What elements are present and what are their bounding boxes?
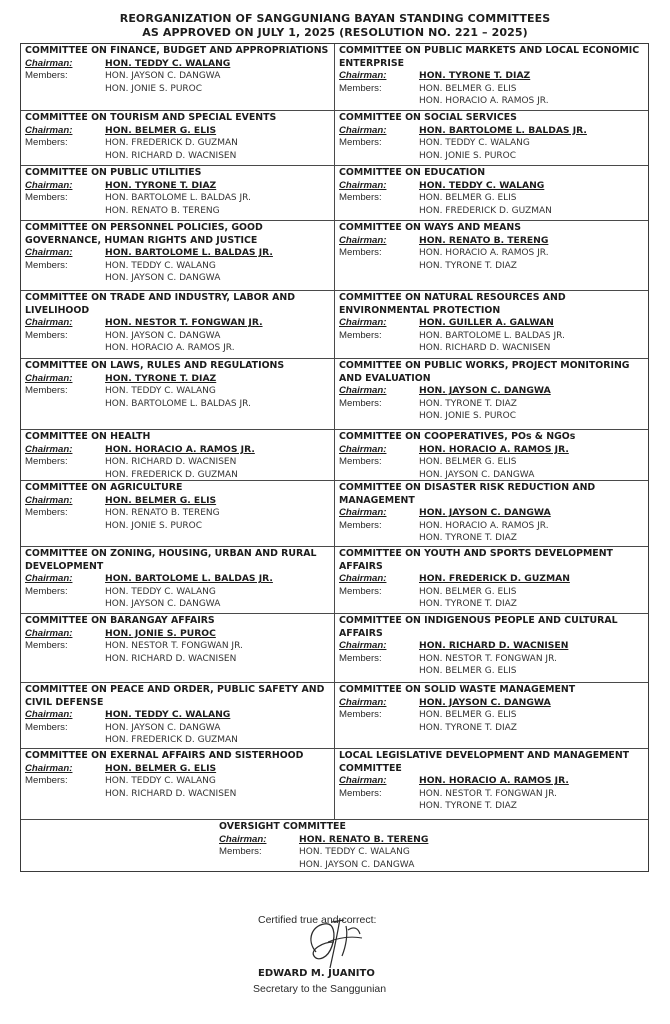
member-name: HON. JONIE S. PUROC — [105, 520, 203, 531]
member-row — [25, 722, 331, 735]
committee-cell — [21, 749, 335, 820]
member-row — [25, 260, 331, 273]
chairman-name: HON. JAYSON C. DANGWA — [419, 385, 551, 397]
chairman-label: Chairman: — [25, 57, 73, 69]
chairman-row — [25, 495, 331, 508]
member-row — [339, 410, 645, 423]
committee-cell — [21, 291, 335, 359]
members-label: Members: — [25, 640, 68, 652]
member-name: HON. HORACIO A. RAMOS JR. — [419, 248, 549, 259]
member-row — [25, 598, 331, 611]
members-label: Members: — [339, 456, 382, 468]
committee-name: COMMITTEE ON YOUTH AND SPORTS DEVELOPMENT AFFAIRS — [339, 548, 613, 572]
member-row — [25, 137, 331, 150]
member-row — [339, 330, 645, 343]
committee-cell — [21, 614, 335, 683]
member-name: HON. RICHARD D. WACNISEN — [105, 788, 237, 799]
committee-cell — [21, 547, 335, 614]
chairman-label: Chairman: — [25, 372, 73, 384]
committee-name: COMMITTEE ON DISASTER RISK REDUCTION AND MANAGEMENT — [339, 482, 596, 506]
chairman-name: HON. BELMER G. ELIS — [105, 494, 217, 506]
members-label: Members: — [25, 775, 68, 787]
chairman-row — [25, 58, 331, 71]
chairman-name: HON. RICHARD D. WACNISEN — [419, 640, 569, 652]
member-row — [25, 342, 331, 355]
chairman-label: Chairman: — [25, 762, 73, 774]
chairman-row — [339, 775, 645, 788]
committee-cell — [335, 111, 648, 166]
committee-name: COMMITTEE ON PUBLIC WORKS, PROJECT MONITORING AND EVALUATION — [339, 360, 630, 384]
chairman-row — [339, 180, 645, 193]
chairman-label: Chairman: — [25, 317, 73, 329]
member-name: HON. RENATO B. TERENG — [105, 205, 220, 216]
member-row — [25, 192, 331, 205]
chairman-row — [339, 507, 645, 520]
member-name: HON. TEDDY C. WALANG — [105, 386, 216, 397]
committee-cell — [21, 359, 335, 430]
committee-name: COMMITTEE ON SOLID WASTE MANAGEMENT — [339, 684, 576, 695]
members-label: Members: — [339, 397, 382, 409]
chairman-label: Chairman: — [339, 385, 387, 397]
member-row — [339, 205, 645, 218]
member-row — [25, 385, 331, 398]
member-name: HON. BELMER G. ELIS — [419, 193, 517, 204]
chairman-row — [25, 247, 331, 260]
committee-name: COMMITTEE ON BARANGAY AFFAIRS — [25, 615, 215, 626]
chairman-row — [25, 125, 331, 138]
member-row — [25, 456, 331, 469]
member-name: HON. NESTOR T. FONGWAN JR. — [419, 788, 557, 799]
chairman-label: Chairman: — [25, 247, 73, 259]
member-name: HON. BARTOLOME L. BALDAS JR. — [105, 193, 251, 204]
member-row — [339, 150, 645, 163]
committee-cell — [335, 547, 648, 614]
member-row — [339, 469, 645, 481]
members-label: Members: — [25, 70, 68, 82]
chairman-row — [339, 640, 645, 653]
members-label: Members: — [339, 247, 382, 259]
member-row — [219, 846, 645, 859]
member-name: HON. HORACIO A. RAMOS JR. — [419, 96, 549, 107]
member-name: HON. TYRONE T. DIAZ — [419, 533, 517, 544]
members-label: Members: — [339, 329, 382, 341]
chairman-name: HON. NESTOR T. FONGWAN JR. — [105, 317, 263, 329]
committee-name: COMMITTEE ON ZONING, HOUSING, URBAN AND RURAL DEVELOPMENT — [25, 548, 317, 572]
member-name: HON. JAYSON C. DANGWA — [419, 469, 535, 480]
chairman-row — [339, 697, 645, 710]
signatory-name: EDWARD M. JUANITO — [258, 968, 375, 979]
members-label: Members: — [25, 329, 68, 341]
signatory-title: Secretary to the Sanggunian — [253, 983, 387, 995]
member-row — [339, 247, 645, 260]
committee-name: COMMITTEE ON TRADE AND INDUSTRY, LABOR AND LIVELIHOOD — [25, 292, 295, 316]
member-name: HON. RICHARD D. WACNISEN — [419, 343, 551, 354]
member-name: HON. TYRONE T. DIAZ — [419, 801, 517, 812]
member-name: HON. HORACIO A. RAMOS JR. — [105, 343, 235, 354]
chairman-row — [339, 444, 645, 457]
members-label: Members: — [219, 846, 262, 858]
committee-cell — [21, 683, 335, 749]
member-name: HON. BELMER G. ELIS — [419, 710, 517, 721]
committee-cell — [21, 481, 335, 547]
member-name: HON. JAYSON C. DANGWA — [105, 273, 221, 284]
chairman-row — [25, 763, 331, 776]
members-label: Members: — [339, 192, 382, 204]
chairman-row — [339, 573, 645, 586]
members-label: Members: — [339, 82, 382, 94]
committee-cell — [21, 820, 648, 872]
chairman-name: HON. FREDERICK D. GUZMAN — [419, 573, 570, 585]
member-name: HON. RENATO B. TERENG — [105, 508, 220, 519]
member-row — [25, 653, 331, 666]
committee-name: COMMITTEE ON EDUCATION — [339, 167, 486, 178]
chairman-row — [25, 573, 331, 586]
committee-table — [20, 43, 649, 872]
chairman-row — [219, 834, 645, 847]
members-label: Members: — [339, 709, 382, 721]
chairman-label: Chairman: — [25, 709, 73, 721]
member-row — [25, 330, 331, 343]
title-line-2: AS APPROVED ON JULY 1, 2025 (RESOLUTION NO. 221 – 2025) — [142, 26, 528, 39]
member-name: HON. JAYSON C. DANGWA — [105, 71, 221, 82]
chairman-label: Chairman: — [25, 124, 73, 136]
member-name: HON. JAYSON C. DANGWA — [105, 330, 221, 341]
member-row — [339, 83, 645, 96]
chairman-label: Chairman: — [339, 573, 387, 585]
member-row — [339, 260, 645, 273]
member-name: HON. BARTOLOME L. BALDAS JR. — [105, 398, 251, 409]
chairman-row — [25, 709, 331, 722]
member-name: HON. JAYSON C. DANGWA — [105, 722, 221, 733]
member-name: HON. BARTOLOME L. BALDAS JR. — [419, 330, 565, 341]
member-name: HON. FREDERICK D. GUZMAN — [105, 138, 238, 149]
chairman-name: HON. RENATO B. TERENG — [419, 234, 549, 246]
member-row — [25, 507, 331, 520]
members-label: Members: — [25, 259, 68, 271]
chairman-name: HON. BELMER G. ELIS — [105, 762, 217, 774]
members-label: Members: — [25, 137, 68, 149]
chairman-row — [339, 385, 645, 398]
chairman-row — [339, 235, 645, 248]
member-row — [25, 788, 331, 801]
committee-cell — [335, 614, 648, 683]
member-name: HON. JAYSON C. DANGWA — [299, 859, 415, 870]
member-row — [25, 150, 331, 163]
member-row — [339, 398, 645, 411]
chairman-label: Chairman: — [339, 696, 387, 708]
chairman-name: HON. JONIE S. PUROC — [105, 627, 216, 639]
members-label: Members: — [25, 192, 68, 204]
chairman-row — [25, 628, 331, 641]
member-name: HON. TEDDY C. WALANG — [105, 586, 216, 597]
committee-name: COMMITTEE ON SOCIAL SERVICES — [339, 112, 517, 123]
member-name: HON. TEDDY C. WALANG — [105, 260, 216, 271]
chairman-name: HON. BARTOLOME L. BALDAS JR. — [105, 573, 273, 585]
chairman-name: HON. TEDDY C. WALANG — [105, 709, 231, 721]
member-name: HON. BELMER G. ELIS — [419, 666, 517, 677]
chairman-name: HON. HORACIO A. RAMOS JR. — [419, 775, 569, 787]
member-name: HON. BELMER G. ELIS — [419, 83, 517, 94]
chairman-row — [339, 70, 645, 83]
chairman-label: Chairman: — [339, 124, 387, 136]
member-row — [25, 398, 331, 411]
committee-name: COMMITTEE ON COOPERATIVES, POs & NGOs — [339, 431, 576, 442]
chairman-label: Chairman: — [339, 179, 387, 191]
committee-name: COMMITTEE ON TOURISM AND SPECIAL EVENTS — [25, 112, 277, 123]
chairman-name: HON. GUILLER A. GALWAN — [419, 317, 554, 329]
members-label: Members: — [25, 456, 68, 468]
member-name: HON. TYRONE T. DIAZ — [419, 722, 517, 733]
chairman-name: HON. BARTOLOME L. BALDAS JR. — [419, 124, 587, 136]
member-row — [339, 722, 645, 735]
committee-cell — [335, 221, 648, 291]
member-row — [339, 665, 645, 678]
chairman-label: Chairman: — [339, 775, 387, 787]
member-row — [339, 653, 645, 666]
chairman-name: HON. RENATO B. TERENG — [299, 833, 429, 845]
committee-cell — [21, 221, 335, 291]
member-name: HON. RICHARD D. WACNISEN — [105, 653, 237, 664]
committee-cell — [21, 430, 335, 481]
member-name: HON. TYRONE T. DIAZ — [419, 398, 517, 409]
member-row — [25, 205, 331, 218]
chairman-label: Chairman: — [219, 833, 267, 845]
chairman-name: HON. TYRONE T. DIAZ — [419, 70, 531, 82]
chairman-label: Chairman: — [339, 70, 387, 82]
member-name: HON. TEDDY C. WALANG — [105, 776, 216, 787]
chairman-name: HON. BARTOLOME L. BALDAS JR. — [105, 247, 273, 259]
chairman-name: HON. JAYSON C. DANGWA — [419, 507, 551, 519]
member-name: HON. FREDERICK D. GUZMAN — [105, 735, 238, 746]
chairman-label: Chairman: — [339, 507, 387, 519]
member-name: HON. TYRONE T. DIAZ — [419, 260, 517, 271]
member-name: HON. JONIE S. PUROC — [105, 83, 203, 94]
members-label: Members: — [339, 519, 382, 531]
member-name: HON. JONIE S. PUROC — [419, 150, 517, 161]
member-row — [25, 272, 331, 285]
member-name: HON. BELMER G. ELIS — [419, 586, 517, 597]
members-label: Members: — [25, 721, 68, 733]
chairman-name: HON. BELMER G. ELIS — [105, 124, 217, 136]
members-label: Members: — [25, 385, 68, 397]
committee-name: COMMITTEE ON PUBLIC UTILITIES — [25, 167, 202, 178]
member-row — [25, 469, 331, 481]
member-row — [25, 586, 331, 599]
members-label: Members: — [339, 787, 382, 799]
committee-name: COMMITTEE ON INDIGENOUS PEOPLE AND CULTURAL AFFAIRS — [339, 615, 618, 639]
member-row — [25, 640, 331, 653]
chairman-row — [25, 373, 331, 386]
committee-cell — [335, 430, 648, 481]
committee-cell — [21, 111, 335, 166]
chairman-label: Chairman: — [339, 443, 387, 455]
chairman-row — [339, 317, 645, 330]
chairman-label: Chairman: — [25, 443, 73, 455]
chairman-label: Chairman: — [25, 179, 73, 191]
chairman-row — [25, 317, 331, 330]
committee-cell — [335, 481, 648, 547]
member-row — [25, 734, 331, 747]
committee-name: LOCAL LEGISLATIVE DEVELOPMENT AND MANAGEMENT COMMITTEE — [339, 750, 630, 774]
committee-name: OVERSIGHT COMMITTEE — [219, 821, 346, 832]
committee-name: COMMITTEE ON HEALTH — [25, 431, 151, 442]
member-name: HON. JONIE S. PUROC — [419, 411, 517, 422]
member-row — [339, 709, 645, 722]
committee-cell — [335, 749, 648, 820]
committee-name: COMMITTEE ON PUBLIC MARKETS AND LOCAL ECONOMIC ENTERPRISE — [339, 45, 640, 69]
member-row — [25, 70, 331, 83]
member-row — [339, 532, 645, 545]
member-name: HON. FREDERICK D. GUZMAN — [419, 205, 552, 216]
chairman-name: HON. TEDDY C. WALANG — [105, 57, 231, 69]
member-row — [219, 859, 645, 872]
committee-name: COMMITTEE ON NATURAL RESOURCES AND ENVIRONMENTAL PROTECTION — [339, 292, 566, 316]
members-label: Members: — [339, 137, 382, 149]
member-row — [339, 95, 645, 108]
member-name: HON. RICHARD D. WACNISEN — [105, 150, 237, 161]
member-row — [339, 800, 645, 813]
member-row — [339, 137, 645, 150]
member-name: HON. NESTOR T. FONGWAN JR. — [105, 641, 243, 652]
committee-name: COMMITTEE ON EXERNAL AFFAIRS AND SISTERHOOD — [25, 750, 304, 761]
member-row — [339, 520, 645, 533]
committee-cell — [335, 44, 648, 111]
committee-name: COMMITTEE ON PERSONNEL POLICIES, GOOD GOVERNANCE, HUMAN RIGHTS AND JUSTICE — [25, 222, 263, 246]
chairman-label: Chairman: — [339, 317, 387, 329]
member-row — [339, 456, 645, 469]
chairman-name: HON. HORACIO A. RAMOS JR. — [419, 443, 569, 455]
member-name: HON. JAYSON C. DANGWA — [105, 599, 221, 610]
committee-name: COMMITTEE ON AGRICULTURE — [25, 482, 183, 493]
member-name: HON. HORACIO A. RAMOS JR. — [419, 520, 549, 531]
chairman-name: HON. TYRONE T. DIAZ — [105, 372, 217, 384]
member-name: HON. RICHARD D. WACNISEN — [105, 457, 237, 468]
chairman-label: Chairman: — [339, 640, 387, 652]
committee-cell — [335, 166, 648, 221]
member-row — [339, 788, 645, 801]
committee-cell — [335, 291, 648, 359]
member-row — [25, 520, 331, 533]
committee-cell — [21, 166, 335, 221]
committee-name: COMMITTEE ON PEACE AND ORDER, PUBLIC SAFETY AND CIVIL DEFENSE — [25, 684, 325, 708]
document-title — [0, 12, 670, 40]
committee-name: COMMITTEE ON LAWS, RULES AND REGULATIONS — [25, 360, 285, 371]
certification-statement: Certified true and correct: — [258, 914, 377, 926]
title-line-1: REORGANIZATION OF SANGGUNIANG BAYAN STANDING COMMITTEES — [119, 12, 551, 25]
member-row — [339, 598, 645, 611]
chairman-row — [25, 444, 331, 457]
member-name: HON. NESTOR T. FONGWAN JR. — [419, 653, 557, 664]
chairman-name: HON. HORACIO A. RAMOS JR. — [105, 443, 255, 455]
chairman-row — [339, 125, 645, 138]
members-label: Members: — [25, 585, 68, 597]
chairman-row — [25, 180, 331, 193]
chairman-label: Chairman: — [25, 494, 73, 506]
chairman-label: Chairman: — [25, 573, 73, 585]
chairman-name: HON. JAYSON C. DANGWA — [419, 696, 551, 708]
member-row — [25, 83, 331, 96]
committee-cell — [21, 44, 335, 111]
member-name: HON. FREDERICK D. GUZMAN — [105, 469, 238, 480]
member-name: HON. TEDDY C. WALANG — [299, 847, 410, 858]
member-name: HON. BELMER G. ELIS — [419, 457, 517, 468]
chairman-name: HON. TYRONE T. DIAZ — [105, 179, 217, 191]
chairman-label: Chairman: — [339, 234, 387, 246]
member-name: HON. TEDDY C. WALANG — [419, 138, 530, 149]
members-label: Members: — [339, 585, 382, 597]
member-row — [339, 342, 645, 355]
members-label: Members: — [339, 652, 382, 664]
member-row — [339, 192, 645, 205]
committee-cell — [335, 359, 648, 430]
member-row — [25, 775, 331, 788]
member-row — [339, 586, 645, 599]
chairman-name: HON. TEDDY C. WALANG — [419, 179, 545, 191]
committee-cell — [335, 683, 648, 749]
committee-name: COMMITTEE ON WAYS AND MEANS — [339, 222, 521, 233]
member-name: HON. TYRONE T. DIAZ — [419, 599, 517, 610]
members-label: Members: — [25, 507, 68, 519]
committee-name: COMMITTEE ON FINANCE, BUDGET AND APPROPRIATIONS — [25, 45, 329, 56]
chairman-label: Chairman: — [25, 627, 73, 639]
